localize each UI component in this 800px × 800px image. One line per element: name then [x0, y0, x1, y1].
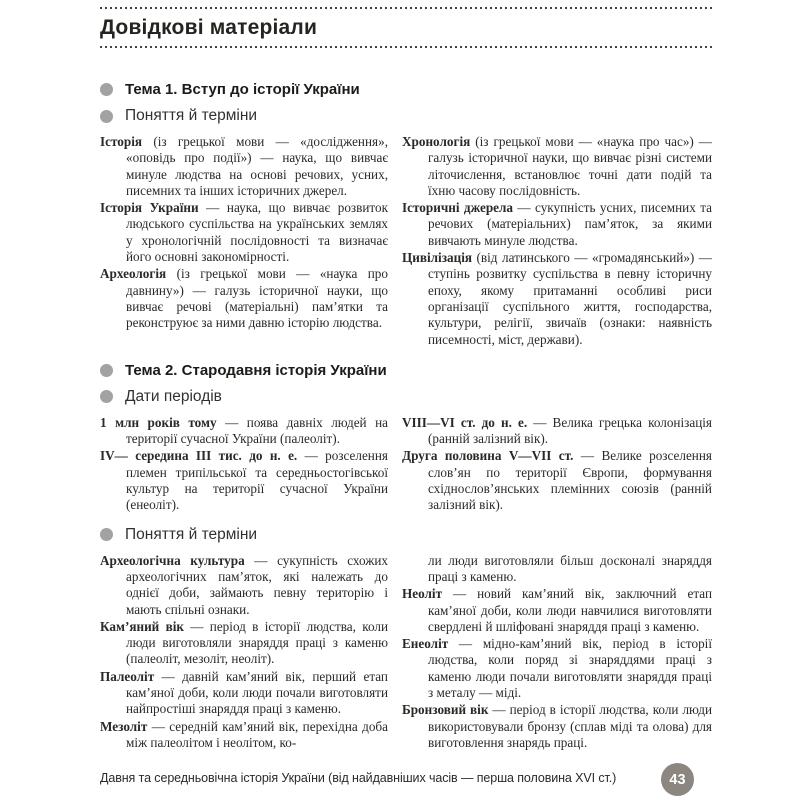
term: Історичні джерела [402, 200, 514, 216]
dotted-rule-under-title [100, 46, 712, 48]
term: Хронологія [402, 134, 471, 149]
date-entry [100, 415, 388, 448]
definition-text: — період в історії людства, коли люди виготовляли знаряддя праці з каменю (палеоліт, мезоліт, неоліт). [126, 618, 389, 667]
definition-text: — Велика грецька колонізація (ранній залізний вік). [428, 414, 712, 447]
definition-entry [402, 134, 712, 199]
theme1-heading-label: Тема 1. Вступ до історії України [125, 81, 360, 98]
definition-entry [402, 250, 712, 348]
definition-text: (із грецької мови — «дослідження», «оповідь про події») — наука, що вивчає минуле людства на основі речових, усних, писемних та інших історичних джерел. [126, 134, 388, 198]
date-entry [402, 415, 712, 448]
footer-text: Давня та середньовічна історія України (від найдавніших часів — перша половина XVI ст.) [100, 771, 617, 785]
theme2-dates-right-column [402, 415, 712, 515]
definition-entry [100, 553, 388, 618]
bullet-icon [100, 390, 113, 403]
term: Бронзовий вік [402, 702, 489, 718]
theme1-right-column [402, 134, 712, 349]
term: Енеоліт [402, 636, 449, 652]
definition-text: — Велике розселення слов’ян по території Європи, формування східнослов’янських племінних союзів (ранній залізний вік). [428, 448, 712, 513]
term: Друга половина V—VII ст. [402, 448, 574, 464]
definition-text: — поява давніх людей на території сучасної України (палеоліт). [126, 414, 389, 447]
bullet-icon [100, 110, 113, 123]
definition-text: — період в історії людства, коли люди використовували бронзу (сплав міді та олова) для виготовлення знарядь праці. [428, 702, 713, 750]
term: 1 млн років тому [100, 414, 217, 430]
bullet-icon [100, 364, 113, 377]
page-title: Довідкові матеріали [100, 16, 318, 39]
definition-entry [100, 200, 388, 265]
term: Археологія [100, 266, 167, 282]
theme2-heading-label: Тема 2. Стародавня історія України [125, 361, 387, 379]
term: Історія [100, 134, 143, 149]
definition-text: (із грецької мови — «наука про час») — галузь історичної науки, що вивчає різні системи літочислення, встановлює точні дати подій та їхню часову послідовність. [428, 134, 712, 198]
definition-entry [402, 702, 712, 751]
definition-text: (від латинського — «громадянський») — ступінь розвитку суспільства в певну історичну епоху, якому притаманні особливі риси організації суспільного життя, господарства, культури, релігії, звичаїв (ознаки: наявність писемності, міст, держави). [428, 250, 712, 347]
page-content [100, 7, 712, 752]
definition-text: — давній кам’яний вік, перший етап кам’яної доби, коли люди почали виготовляти найпростіші знаряддя праці з каменю. [126, 668, 388, 717]
date-entry [402, 448, 712, 513]
definition-entry [402, 586, 712, 635]
theme2-terms-heading-label: Поняття й терміни [125, 525, 258, 543]
term: IV— середина III тис. до н. е. [100, 448, 298, 464]
bullet-icon [100, 528, 113, 541]
theme2-dates [100, 415, 712, 515]
theme2-right-column [402, 553, 712, 753]
bullet-icon [100, 83, 113, 96]
definition-entry [100, 669, 388, 718]
definition-continuation: ли люди виготовляли більш досконалі знаряддя праці з каменю. [428, 552, 712, 584]
theme2-left-column [100, 553, 388, 753]
theme2-dates-heading-label: Дати періодів [125, 387, 222, 405]
definition-entry [402, 636, 712, 701]
term: Мезоліт [100, 718, 148, 734]
definition-entry [100, 619, 388, 668]
definition-text: — сукупність схожих археологічних пам’яток, які належать до однієї доби, займають певну територію і мають спільні ознаки. [126, 552, 389, 617]
theme1-heading [100, 81, 712, 98]
definition-entry [100, 134, 388, 199]
theme1-definitions [100, 134, 712, 349]
theme2-definitions [100, 553, 712, 753]
definition-entry [402, 200, 712, 249]
term: Цивілізація [402, 250, 472, 266]
term: Неоліт [402, 586, 443, 602]
theme1-terms-heading-label: Поняття й терміни [125, 107, 258, 124]
definition-text: — середній кам’яний вік, перехідна доба між палеолітом і неолітом, ко- [126, 718, 388, 750]
term: Археологічна культура [100, 552, 245, 568]
page-number-badge: 43 [661, 763, 694, 796]
term: Кам’яний вік [100, 618, 184, 634]
theme1-left-column [100, 134, 388, 349]
date-entry [100, 448, 388, 513]
definition-text: — сукупність усних, писемних та речових (матеріальних) пам’яток, за якими вивчають минуле людства. [428, 200, 712, 248]
definition-entry [100, 266, 388, 331]
definition-text: — розселення племен трипільської та середньостогівської культур на території сучасної України (енеоліт). [126, 448, 388, 513]
definition-text: — мідно-кам’яний вік, період в історії людства, коли поряд зі знаряддями праці з каменю люди почали виготовляти знаряддя праці з металу — міді. [428, 636, 712, 701]
dotted-rule-top [100, 7, 712, 9]
definition-text: (із грецької мови — «наука про давнину») — галузь історичної науки, що вивчає речові (матеріальні) пам’ятки та реконструює за ними давню історію людства. [126, 266, 388, 331]
definition-text: — новий кам’яний вік, заключний етап кам’яної доби, коли люди навчилися виготовляти свердлені й шліфовані знаряддя праці з каменю. [428, 586, 712, 634]
theme2-dates-heading [100, 388, 712, 406]
term: Палеоліт [100, 668, 155, 684]
definition-entry [100, 719, 388, 752]
definition-text: — наука, що вивчає розвиток людського суспільства на українських землях у хронологічній послідовності та визначає його основні закономірності. [126, 200, 388, 265]
theme1-terms-heading [100, 107, 712, 125]
term: VIII—VI ст. до н. е. [402, 414, 528, 430]
theme2-terms-heading [100, 526, 712, 544]
theme2-heading [100, 362, 712, 379]
term: Історія України [100, 200, 199, 216]
theme2-dates-left-column [100, 415, 388, 515]
